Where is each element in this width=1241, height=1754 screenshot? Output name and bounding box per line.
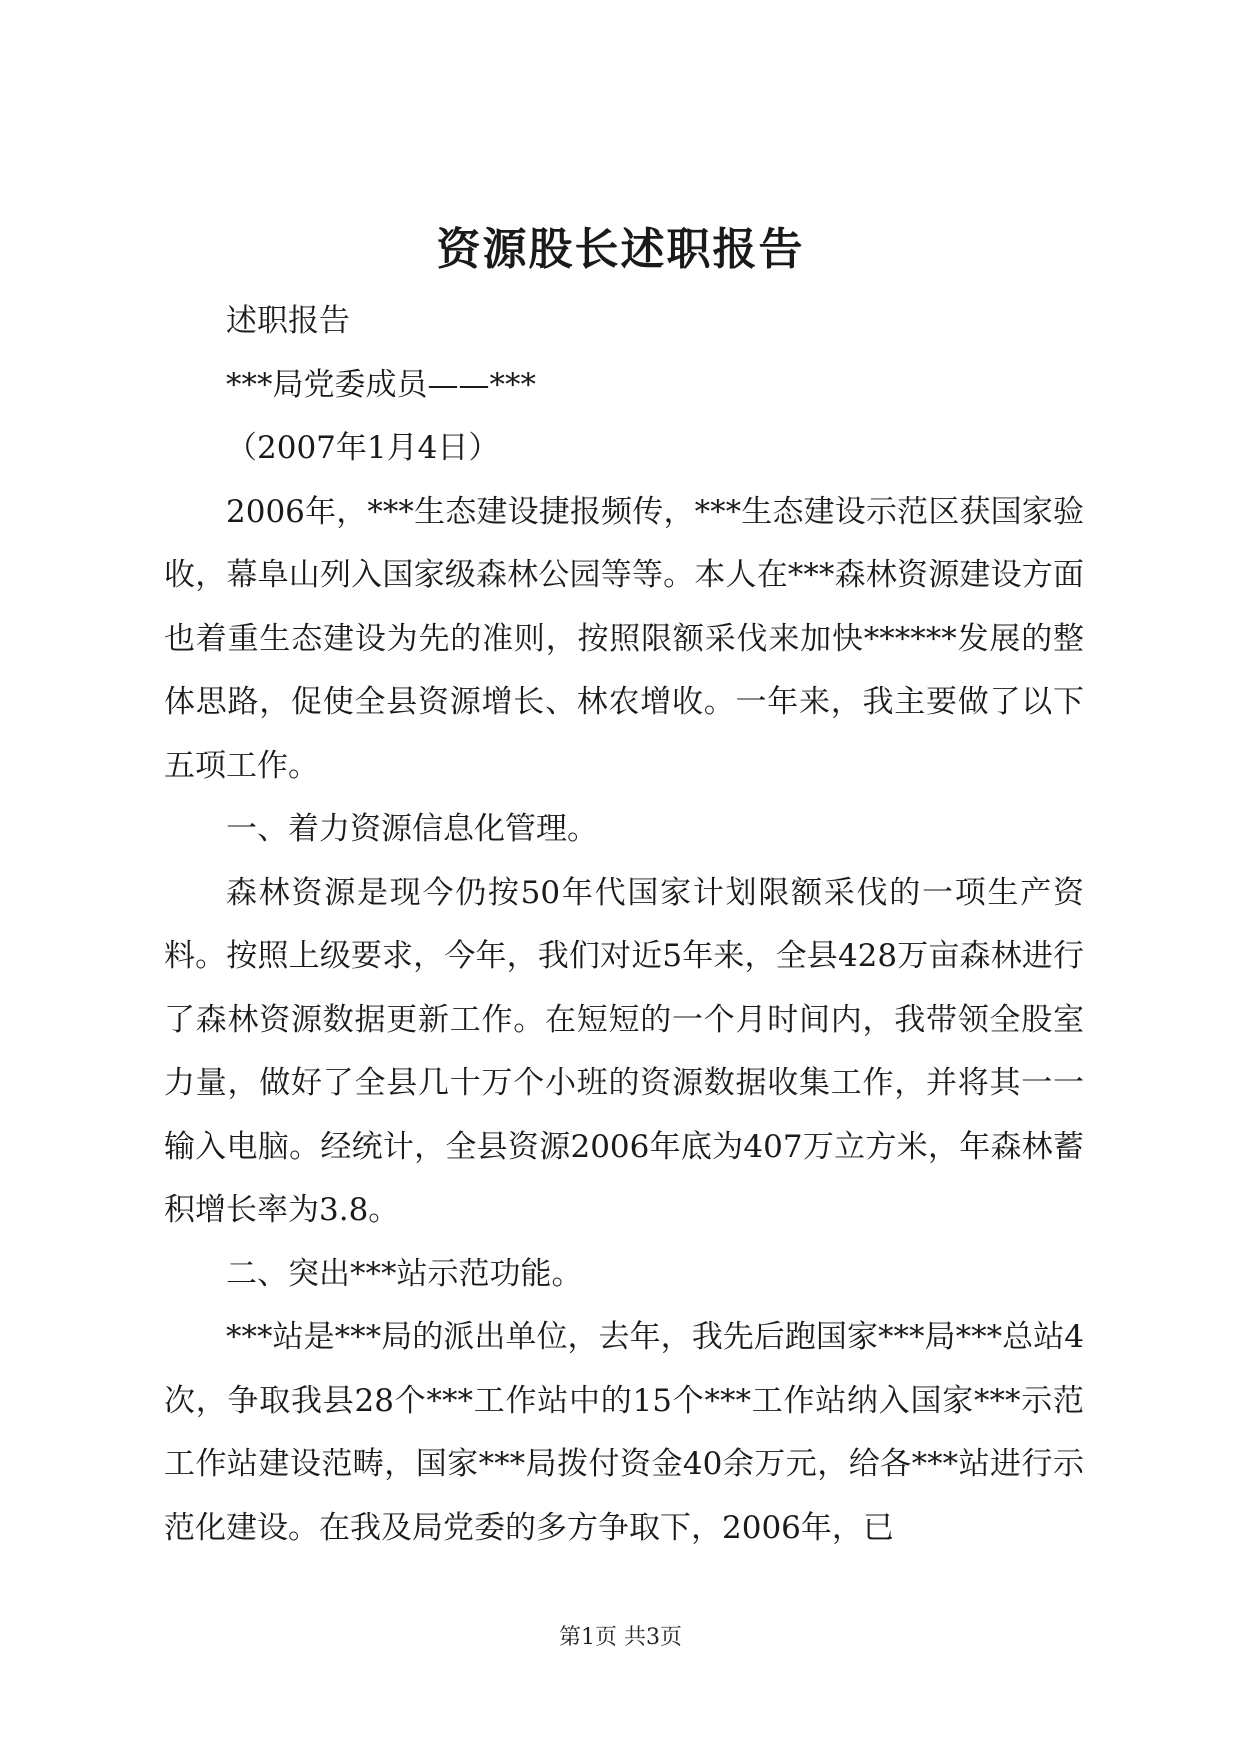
section-heading-2: 二、突出***站示范功能。 <box>226 1255 583 1292</box>
document-title: 资源股长述职报告 <box>436 224 805 275</box>
document-body <box>164 290 1084 1560</box>
paragraph-author: ***局党委成员——*** <box>226 366 536 403</box>
paragraph-section-1: 森林资源是现今仍按50年代国家计划限额采伐的一项生产资料。按照上级要求，今年，我们对近5年来，全县428万亩森林进行了森林资源数据更新工作。在短短的一个月时间内，我带领全股室力量，做好了全县几十万个小班的资源数据收集工作，并将其一一输入电脑。经统计，全县资源2006年底为407万立方米，年森林蓄积增长率为3.8。 <box>164 874 1084 1228</box>
section-heading-1: 一、着力资源信息化管理。 <box>226 811 598 847</box>
paragraph-intro: 2006年，***生态建设捷报频传，***生态建设示范区获国家验收，幕阜山列入国家级森林公园等等。本人在***森林资源建设方面也着重生态建设为先的准则，按照限额采伐来加快******发展的整体思路，促使全县资源增长、林农增收。一年来，我主要做了以下五项工作。 <box>164 493 1084 784</box>
page-footer: 第1页 共3页 <box>559 1625 682 1650</box>
paragraph-heading: 述职报告 <box>226 303 350 339</box>
paragraph-date: （2007年1月4日） <box>226 430 500 466</box>
paragraph-section-2: ***站是***局的派出单位，去年，我先后跑国家***局***总站4次，争取我县28个***工作站中的15个***工作站纳入国家***示范工作站建设范畴，国家***局拨付资金40余万元，给各***站进行示范化建设。在我及局党委的多方争取下，2006年，已 <box>164 1319 1084 1546</box>
